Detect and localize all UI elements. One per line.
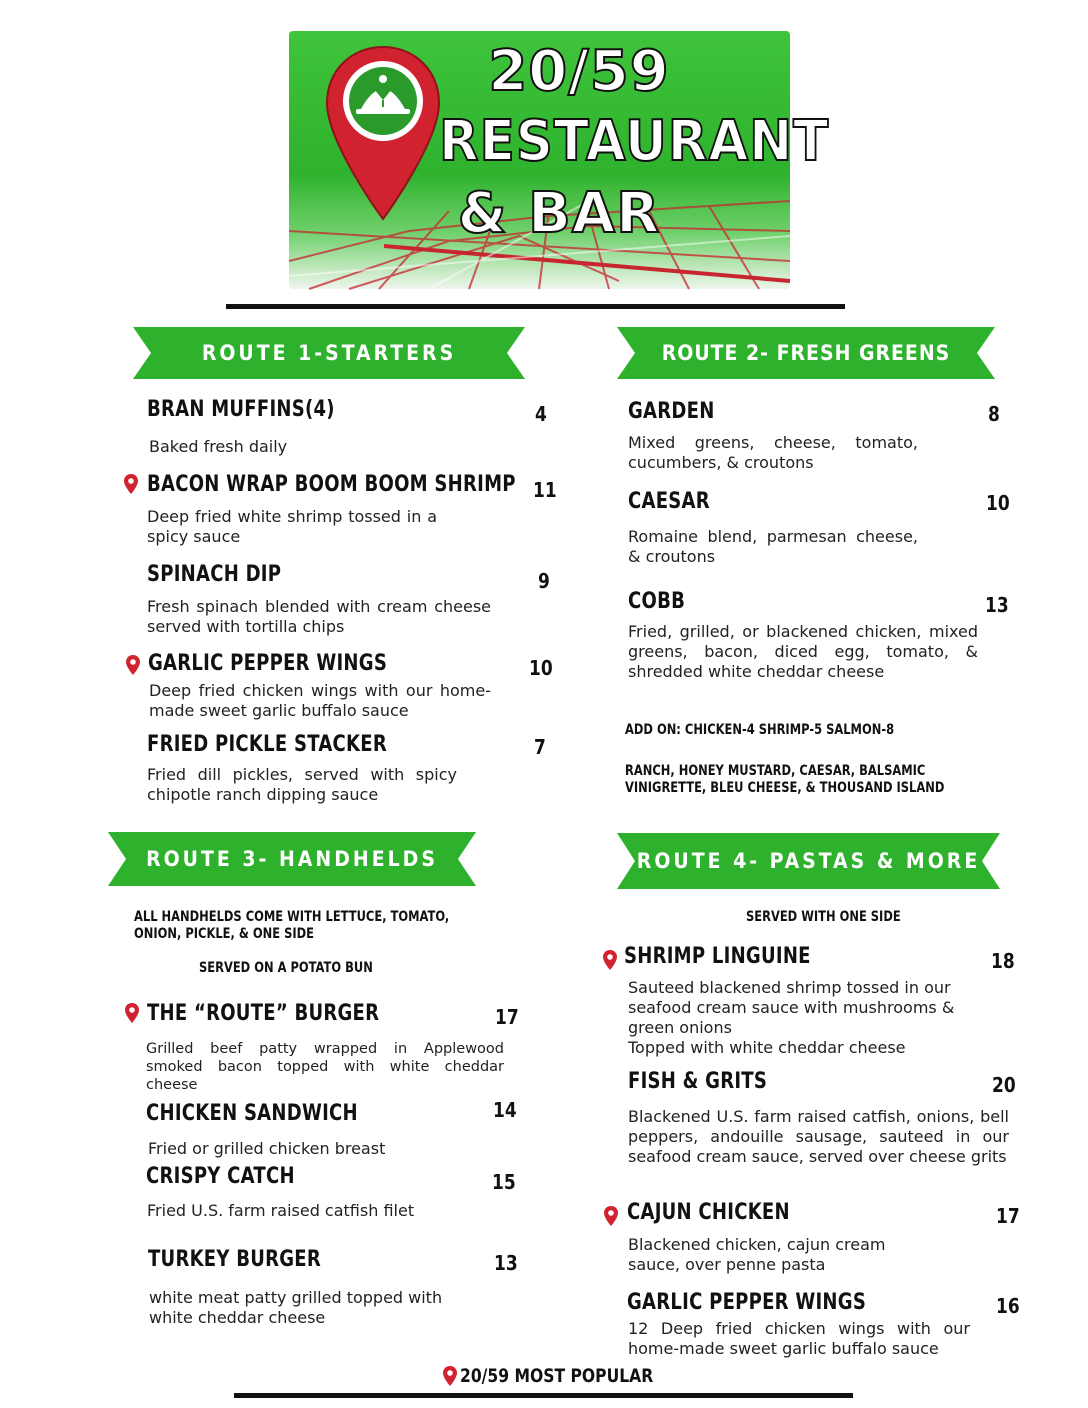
logo-title-line2: RESTAURANT: [439, 109, 830, 174]
item-price: 7: [534, 735, 546, 759]
side-note: SERVED WITH ONE SIDE: [746, 909, 901, 925]
item-description: Fried, grilled, or blackened chicken, mixed greens, bacon, diced egg, tomato, & shredded white cheddar cheese: [628, 622, 978, 681]
popular-pin-icon: [124, 474, 138, 494]
item-price: 13: [985, 593, 1009, 617]
restaurant-logo: [289, 31, 830, 289]
item-price: 4: [535, 402, 547, 426]
dressings-note: RANCH, HONEY MUSTARD, CAESAR, BALSAMIC VINIGRETTE, BLEU CHEESE, & THOUSAND ISLAND: [625, 763, 945, 796]
item-price: 17: [996, 1204, 1020, 1228]
footer-divider: [234, 1393, 853, 1398]
item-price: 17: [495, 1005, 519, 1029]
item-name: COBB: [628, 589, 686, 614]
route3-banner: [108, 832, 476, 884]
item-description: white meat patty grilled topped with white cheddar cheese: [149, 1288, 443, 1327]
route1-banner: [133, 327, 525, 379]
logo-title-line3: & BAR: [457, 181, 661, 246]
item-price: 10: [529, 656, 553, 680]
item-description: Fried dill pickles, served with spicy chipotle ranch dipping sauce: [147, 765, 457, 804]
item-description: Grilled beef patty wrapped in Applewood smoked bacon topped with white cheddar cheese: [146, 1041, 504, 1093]
popular-pin-icon: [125, 1003, 139, 1023]
route4-title: ROUTE 4- PASTAS & MORE: [636, 849, 981, 873]
item-description-extra: Topped with white cheddar cheese: [628, 1038, 906, 1057]
item-description: Mixed greens, cheese, tomato, cucumbers, & croutons: [628, 433, 918, 472]
item-price: 14: [493, 1098, 517, 1122]
route3-title: ROUTE 3- HANDHELDS: [146, 847, 438, 871]
item-price: 20: [992, 1073, 1016, 1097]
item-description: 12 Deep fried chicken wings with our home-made sweet garlic buffalo sauce: [628, 1319, 970, 1358]
popular-pin-icon: [443, 1366, 457, 1386]
route4-banner: [617, 833, 1000, 885]
item-name: TURKEY BURGER: [148, 1247, 322, 1272]
logo-title-line1: 20/59: [488, 39, 670, 104]
item-description: Baked fresh daily: [149, 437, 288, 456]
item-description: Romaine blend, parmesan cheese, & croutons: [628, 527, 918, 566]
item-price: 13: [494, 1251, 518, 1275]
header-divider: [226, 304, 845, 309]
item-description: Fried or grilled chicken breast: [148, 1139, 386, 1158]
item-name: FRIED PICKLE STACKER: [147, 732, 387, 757]
item-name: BACON WRAP BOOM BOOM SHRIMP: [147, 472, 516, 497]
item-name: CAJUN CHICKEN: [627, 1200, 790, 1225]
add-on-note: ADD ON: CHICKEN-4 SHRIMP-5 SALMON-8: [625, 722, 895, 738]
item-name: FISH & GRITS: [628, 1069, 768, 1094]
item-description: Deep fried white shrimp tossed in a spicy sauce: [147, 507, 437, 546]
item-price: 10: [986, 491, 1010, 515]
item-price: 9: [538, 569, 550, 593]
item-description: Blackened chicken, cajun cream sauce, over penne pasta: [628, 1235, 886, 1274]
item-description: Sauteed blackened shrimp tossed in our seafood cream sauce with mushrooms & green onions: [628, 978, 955, 1037]
item-name: CAESAR: [628, 489, 710, 514]
item-name: GARDEN: [628, 399, 715, 424]
item-price: 15: [492, 1170, 516, 1194]
item-name: GARLIC PEPPER WINGS: [627, 1290, 867, 1315]
item-name: CHICKEN SANDWICH: [146, 1101, 358, 1126]
bun-note: SERVED ON A POTATO BUN: [199, 960, 373, 976]
item-description: Blackened U.S. farm raised catfish, onions, bell peppers, andouille sausage, sauteed in our seafood cream sauce, served over cheese grits: [628, 1107, 1009, 1166]
popular-pin-icon: [126, 655, 140, 675]
item-name: BRAN MUFFINS(4): [147, 397, 335, 422]
item-name: CRISPY CATCH: [146, 1164, 295, 1189]
popular-pin-icon: [604, 1206, 618, 1226]
item-price: 11: [533, 478, 557, 502]
item-description: Fresh spinach blended with cream cheese served with tortilla chips: [147, 597, 491, 636]
item-name: SHRIMP LINGUINE: [624, 944, 811, 969]
handhelds-note: ALL HANDHELDS COME WITH LETTUCE, TOMATO, ONION, PICKLE, & ONE SIDE: [134, 909, 450, 942]
most-popular-legend: 20/59 MOST POPULAR: [460, 1365, 654, 1387]
item-name: THE “ROUTE” BURGER: [147, 1001, 380, 1026]
route2-title: ROUTE 2- FRESH GREENS: [661, 341, 951, 365]
route1-title: ROUTE 1-STARTERS: [201, 341, 457, 365]
route2-banner: [617, 327, 995, 379]
item-price: 8: [988, 402, 1000, 426]
item-price: 18: [991, 949, 1015, 973]
item-price: 16: [996, 1294, 1020, 1318]
item-name: SPINACH DIP: [147, 562, 282, 587]
item-description: Fried U.S. farm raised catfish filet: [147, 1201, 415, 1220]
popular-pin-icon: [603, 950, 617, 970]
item-description: Deep fried chicken wings with our home-made sweet garlic buffalo sauce: [149, 681, 491, 720]
item-name: GARLIC PEPPER WINGS: [148, 651, 388, 676]
